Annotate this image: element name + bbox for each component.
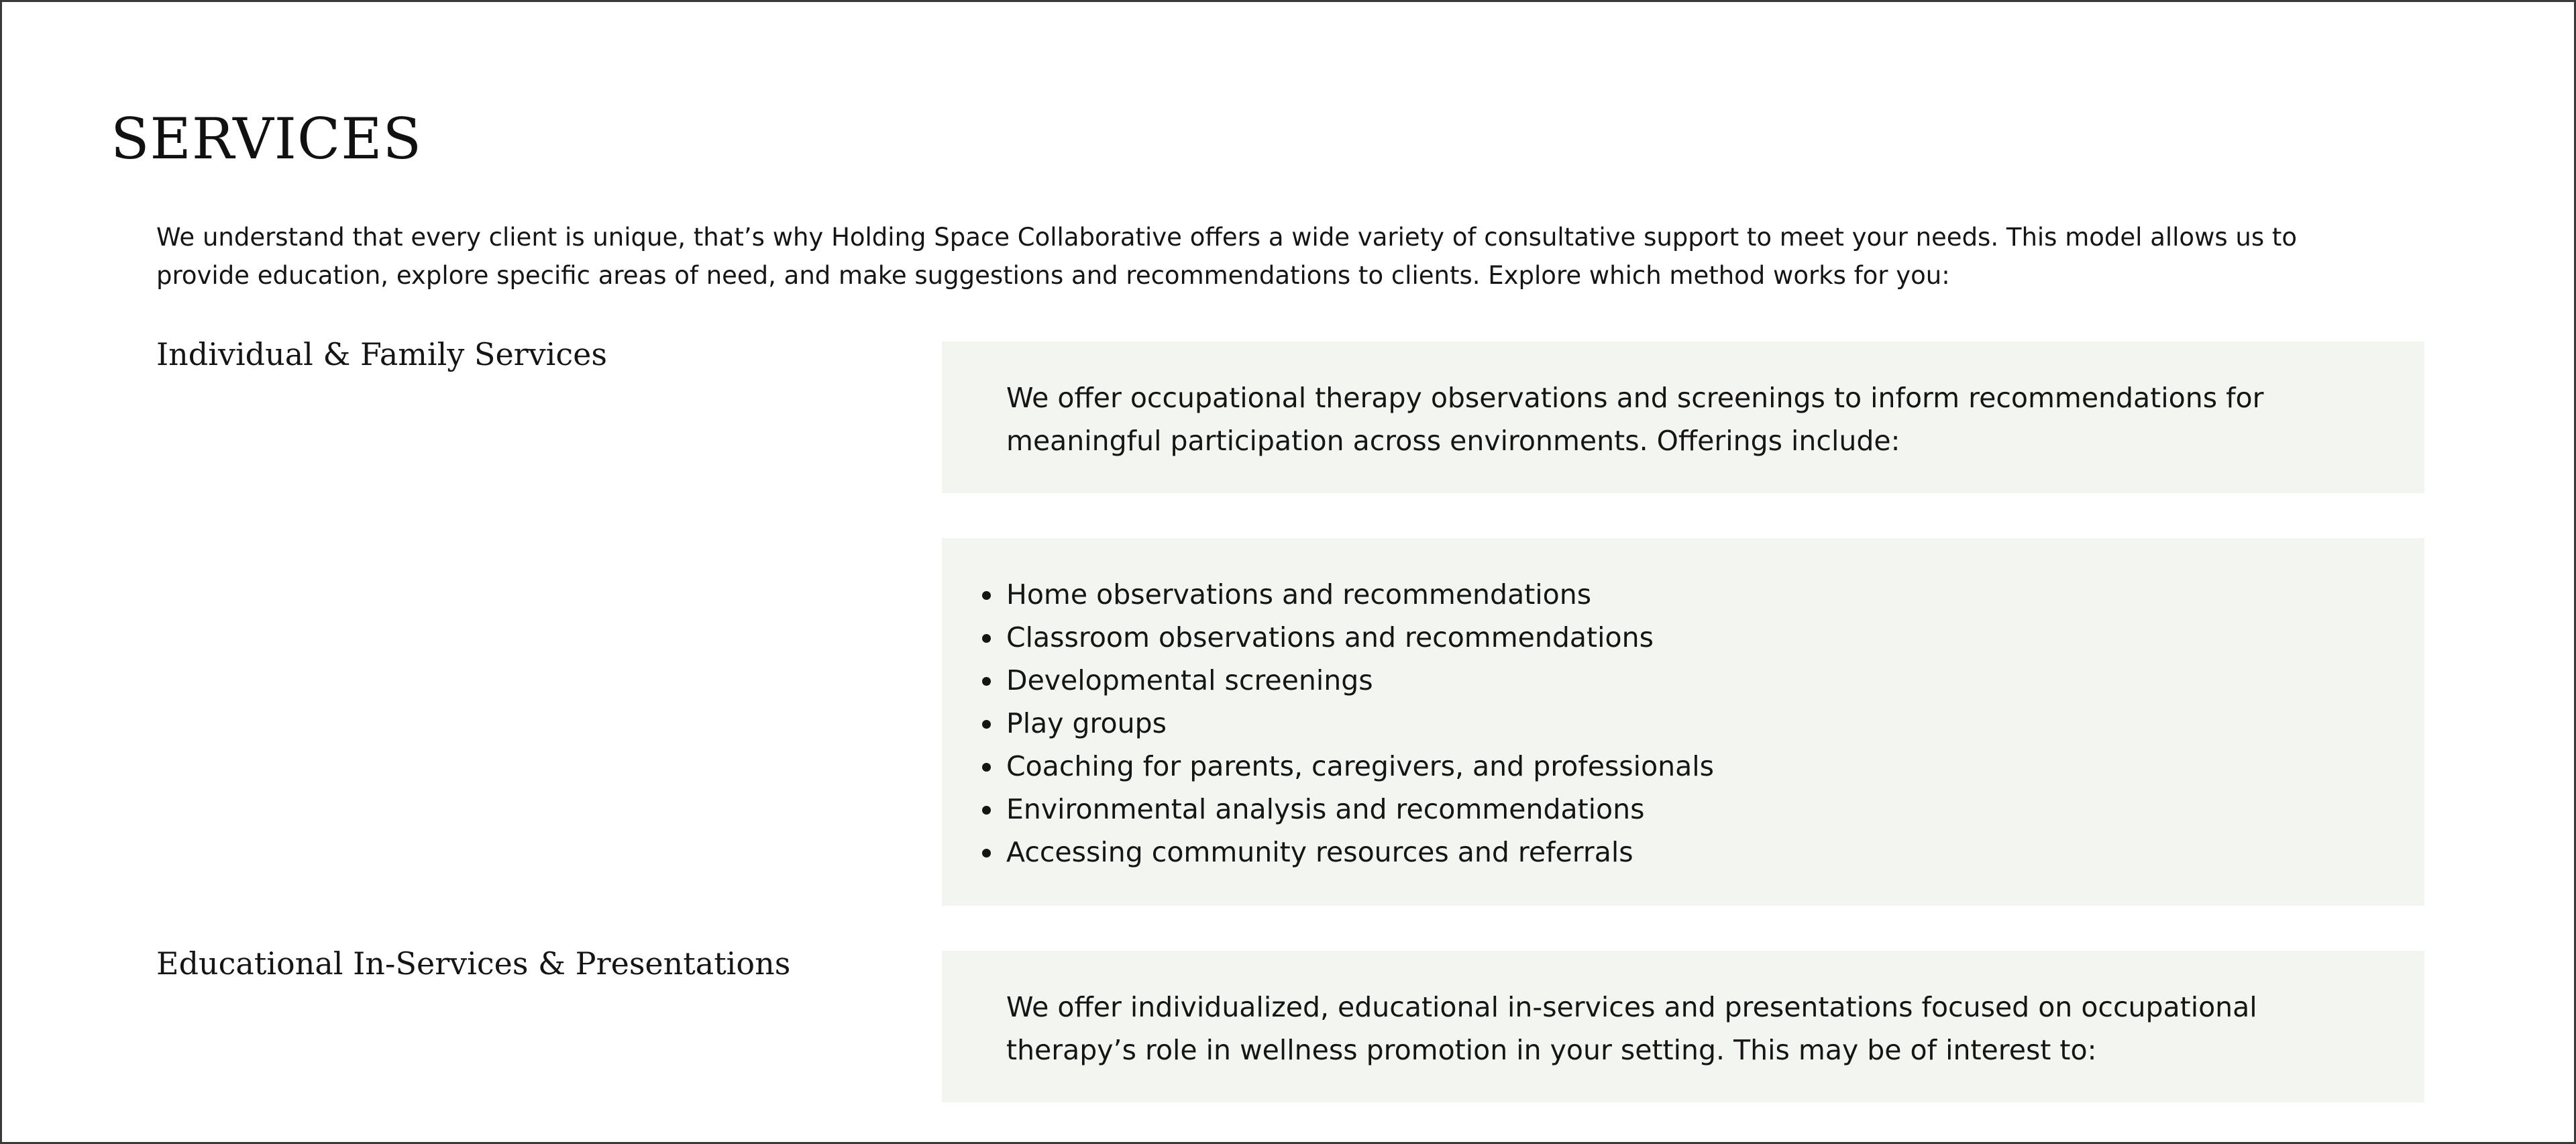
list-item: Accessing community resources and referrals — [1006, 831, 2360, 874]
section-heading-educational-in-services: Educational In-Services & Presentations — [156, 945, 791, 982]
individual-services-description: We offer occupational therapy observations and screenings to inform recommendations for meaningful participation across environments. Offerings include: — [1006, 382, 2264, 457]
offerings-list — [942, 538, 2424, 874]
list-item: Developmental screenings — [1006, 659, 2360, 702]
individual-services-offerings-panel — [942, 538, 2424, 906]
educational-services-description-panel — [942, 951, 2424, 1102]
page-title: SERVICES — [111, 106, 423, 172]
list-item: Coaching for parents, caregivers, and professionals — [1006, 745, 2360, 788]
section-heading-individual-family: Individual & Family Services — [156, 336, 607, 372]
list-item: Environmental analysis and recommendations — [1006, 788, 2360, 831]
intro-paragraph: We understand that every client is unique, that’s why Holding Space Collaborative offers a wide variety of consultative support to meet your needs. This model allows us to provide education, explore specific areas of need, and make suggestions and recommendations to clients. Explore which method works for you: — [156, 223, 2297, 290]
list-item: Home observations and recommendations — [1006, 573, 2360, 616]
educational-services-description: We offer individualized, educational in-services and presentations focused on occupational therapy’s role in wellness promotion in your setting. This may be of interest to: — [1006, 991, 2257, 1066]
individual-services-description-panel — [942, 342, 2424, 493]
list-item: Play groups — [1006, 702, 2360, 745]
list-item: Classroom observations and recommendations — [1006, 616, 2360, 659]
